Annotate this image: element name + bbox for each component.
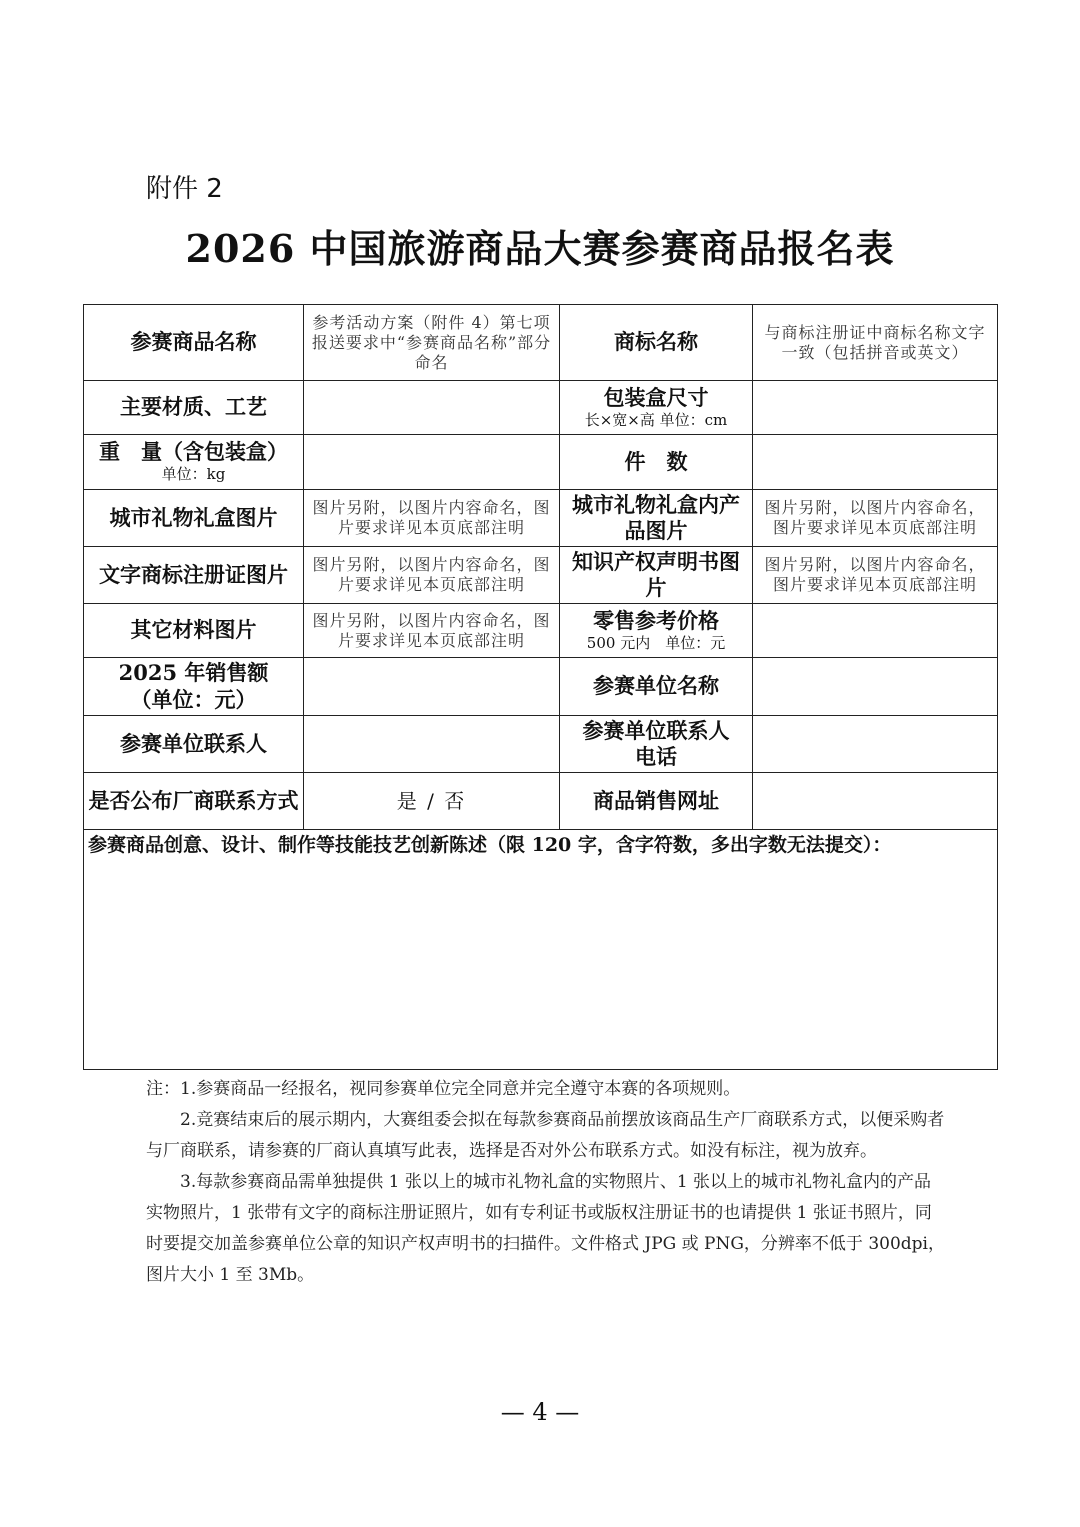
attachment-label: 附件 2 [146,174,223,204]
table-row [84,490,998,547]
table-row [84,547,998,604]
page-title: 2026 中国旅游商品大赛参赛商品报名表 [185,226,895,271]
ip-note: 图片另附，以图片内容命名，图片要求详见本页底部注明 [764,555,986,594]
contact-label: 参赛单位联系人 [84,716,304,773]
table-row [84,435,998,490]
sales-field[interactable] [304,658,560,716]
other-label: 其它材料图片 [84,604,304,658]
sales-label: 2025 年销售额 [118,660,269,686]
price-label: 零售参考价格 [593,607,719,633]
price-cell [560,604,753,658]
table-row [84,773,998,830]
pieces-field[interactable] [753,435,998,490]
note-2: 2.竞赛结束后的展示期内，大赛组委会拟在每款参赛商品前摆放该商品生产厂商联系方式，以便采购者与厂商联系，请参赛的厂商认真填写此表，选择是否对外公布联系方式。如没有标注，视为放弃。 [146,1110,945,1161]
note-1: 注：1.参赛商品一经报名，视同参赛单位完全同意并完全遵守本赛的各项规则。 [146,1079,741,1099]
pieces-label: 件 数 [560,435,753,490]
giftbox-pic-field[interactable] [304,490,560,547]
url-field[interactable] [753,773,998,830]
giftbox-pic-label: 城市礼物礼盒图片 [84,490,304,547]
phone-field[interactable] [753,716,998,773]
product-name-label: 参赛商品名称 [84,305,304,381]
tm-cert-label: 文字商标注册证图片 [84,547,304,604]
other-field[interactable] [304,604,560,658]
trademark-label: 商标名称 [560,305,753,381]
trademark-field[interactable] [753,305,998,381]
sales-unit: （单位：元） [130,686,257,712]
table-row [84,830,998,1070]
url-label: 商品销售网址 [560,773,753,830]
giftbox-pic-note: 图片另附，以图片内容命名，图片要求详见本页底部注明 [312,498,551,537]
product-name-field[interactable] [304,305,560,381]
phone-label: 参赛单位联系人 [582,717,730,743]
weight-field[interactable] [304,435,560,490]
unit-name-label: 参赛单位名称 [560,658,753,716]
giftbox-inner-label: 城市礼物礼盒内产品图片 [560,490,753,547]
product-name-note: 参考活动方案（附件 4）第七项报送要求中“参赛商品名称”部分命名 [311,312,552,372]
publish-label: 是否公布厂商联系方式 [84,773,304,830]
description-field[interactable] [84,830,998,1070]
giftbox-inner-field[interactable] [753,490,998,547]
contact-field[interactable] [304,716,560,773]
other-note: 图片另附，以图片内容命名，图片要求详见本页底部注明 [312,610,551,650]
ip-field[interactable] [753,547,998,604]
weight-cell [84,435,304,490]
price-field[interactable] [753,604,998,658]
box-size-field[interactable] [753,381,998,435]
note-3: 3.每款参赛商品需单独提供 1 张以上的城市礼物礼盒的实物照片、1 张以上的城市礼物礼盒内的产品实物照片，1 张带有文字的商标注册证照片，如有专利证书或版权注册证书的也请提供 1 张证书照片，同时要提交加盖参赛单位公章的知识产权声明书的扫描件。文件格式 JPG 或 PNG，分辨率不低于 300dpi，图片大小 1 至 3Mb。 [146,1172,945,1285]
tm-cert-note: 图片另附，以图片内容命名，图片要求详见本页底部注明 [312,555,551,594]
phone-label-2: 电话 [635,744,677,769]
notes-section [146,1074,946,1291]
publish-choice[interactable]: 是 / 否 [304,773,560,830]
table-row [84,604,998,658]
weight-unit: 单位：kg [161,465,226,484]
unit-name-field[interactable] [753,658,998,716]
ip-label: 知识产权声明书图片 [560,547,753,604]
material-field[interactable] [304,381,560,435]
box-size-cell [560,381,753,435]
giftbox-inner-note: 图片另附，以图片内容命名，图片要求详见本页底部注明 [764,498,986,537]
sales-cell [84,658,304,716]
phone-cell [560,716,753,773]
description-label: 参赛商品创意、设计、制作等技能技艺创新陈述（限 120 字，含字符数，多出字数无法提交）： [88,834,892,856]
trademark-note: 与商标注册证中商标名称文字一致（包括拼音或英文） [764,322,986,362]
weight-label: 重 量（含包装盒） [99,439,288,465]
material-label: 主要材质、工艺 [84,381,304,435]
tm-cert-field[interactable] [304,547,560,604]
price-unit: 500 元内 单位：元 [586,633,726,652]
table-row [84,716,998,773]
registration-form-table [83,304,998,1070]
box-size-unit: 长×宽×高 单位：cm [584,410,728,429]
page-number: — 4 — [500,1398,580,1426]
table-row [84,658,998,716]
box-size-label: 包装盒尺寸 [603,384,709,410]
table-row [84,305,998,381]
table-row [84,381,998,435]
